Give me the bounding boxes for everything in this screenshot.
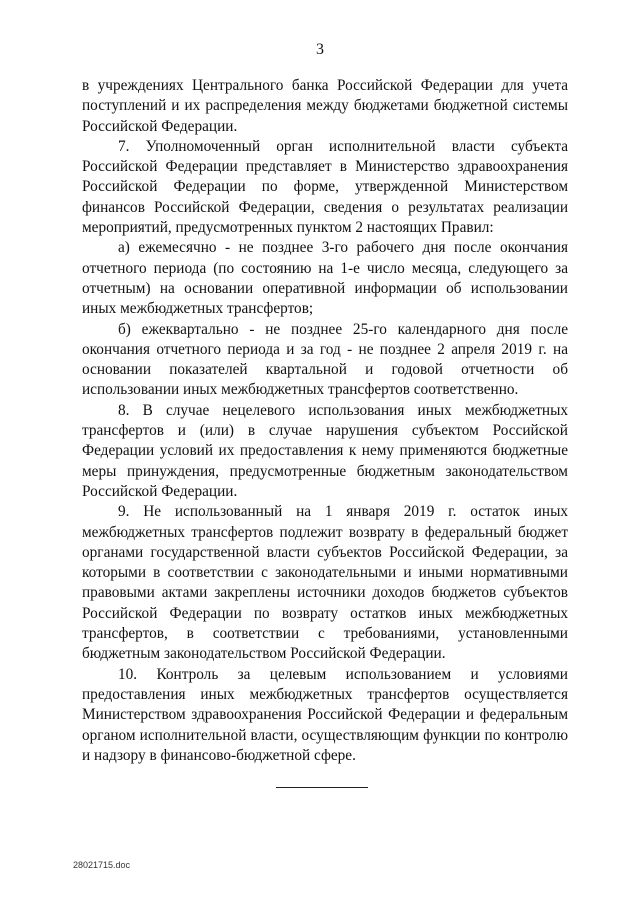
document-body [82, 76, 568, 766]
paragraph-item-7: 7. Уполномоченный орган исполнительной власти субъекта Российской Федерации представляет в Министерство здравоохранения Российской Федерации по форме, утвержденной Министерством финансов Российской Федерации, сведения о результатах реализации мероприятий, предусмотренных пунктом 2 настоящих Правил: [82, 137, 568, 237]
paragraph-item-9: 9. Не использованный на 1 января 2019 г. остаток иных межбюджетных трансфертов подлежит возврату в федеральный бюджет органами государственной власти субъектов Российской Федерации, за которыми в соответствии с законодательными и иными нормативными правовыми актами закреплены источники доходов бюджетов субъектов Российской Федерации по возврату остатков иных межбюджетных трансфертов, в соответствии с требованиями, установленными бюджетным законодательством Российской Федерации. [82, 503, 568, 663]
end-separator-line [276, 787, 368, 788]
page-number: 3 [316, 41, 324, 58]
paragraph-subitem-a: а) ежемесячно - не позднее 3-го рабочего дня после окончания отчетного периода (по состоянию на 1-е число месяца, следующего за отчетным) на основании оперативной информации об использовании иных межбюджетных трансфертов; [82, 239, 568, 318]
paragraph-subitem-b: б) ежеквартально - не позднее 25-го календарного дня после окончания отчетного периода и за год - не позднее 2 апреля 2019 г. на основании показателей квартальной и годовой отчетности об использовании иных межбюджетных трансфертов соответственно. [82, 320, 568, 399]
paragraph-item-10: 10. Контроль за целевым использованием и условиями предоставления иных межбюджетных трансфертов осуществляется Министерством здравоохранения Российской Федерации и федеральным органом исполнительной власти, осуществляющим функции по контролю и надзору в финансово-бюджетной сфере. [82, 665, 568, 764]
paragraph-continuation: в учреждениях Центрального банка Российской Федерации для учета поступлений и их распределения между бюджетами бюджетной системы Российской Федерации. [82, 77, 568, 135]
footer-file-code: 28021715.doc [73, 860, 131, 870]
paragraph-item-8: 8. В случае нецелевого использования иных межбюджетных трансфертов и (или) в случае нарушения субъектом Российской Федерации условий их предоставления к нему применяются бюджетные меры принуждения, предусмотренные бюджетным законодательством Российской Федерации. [82, 401, 568, 500]
